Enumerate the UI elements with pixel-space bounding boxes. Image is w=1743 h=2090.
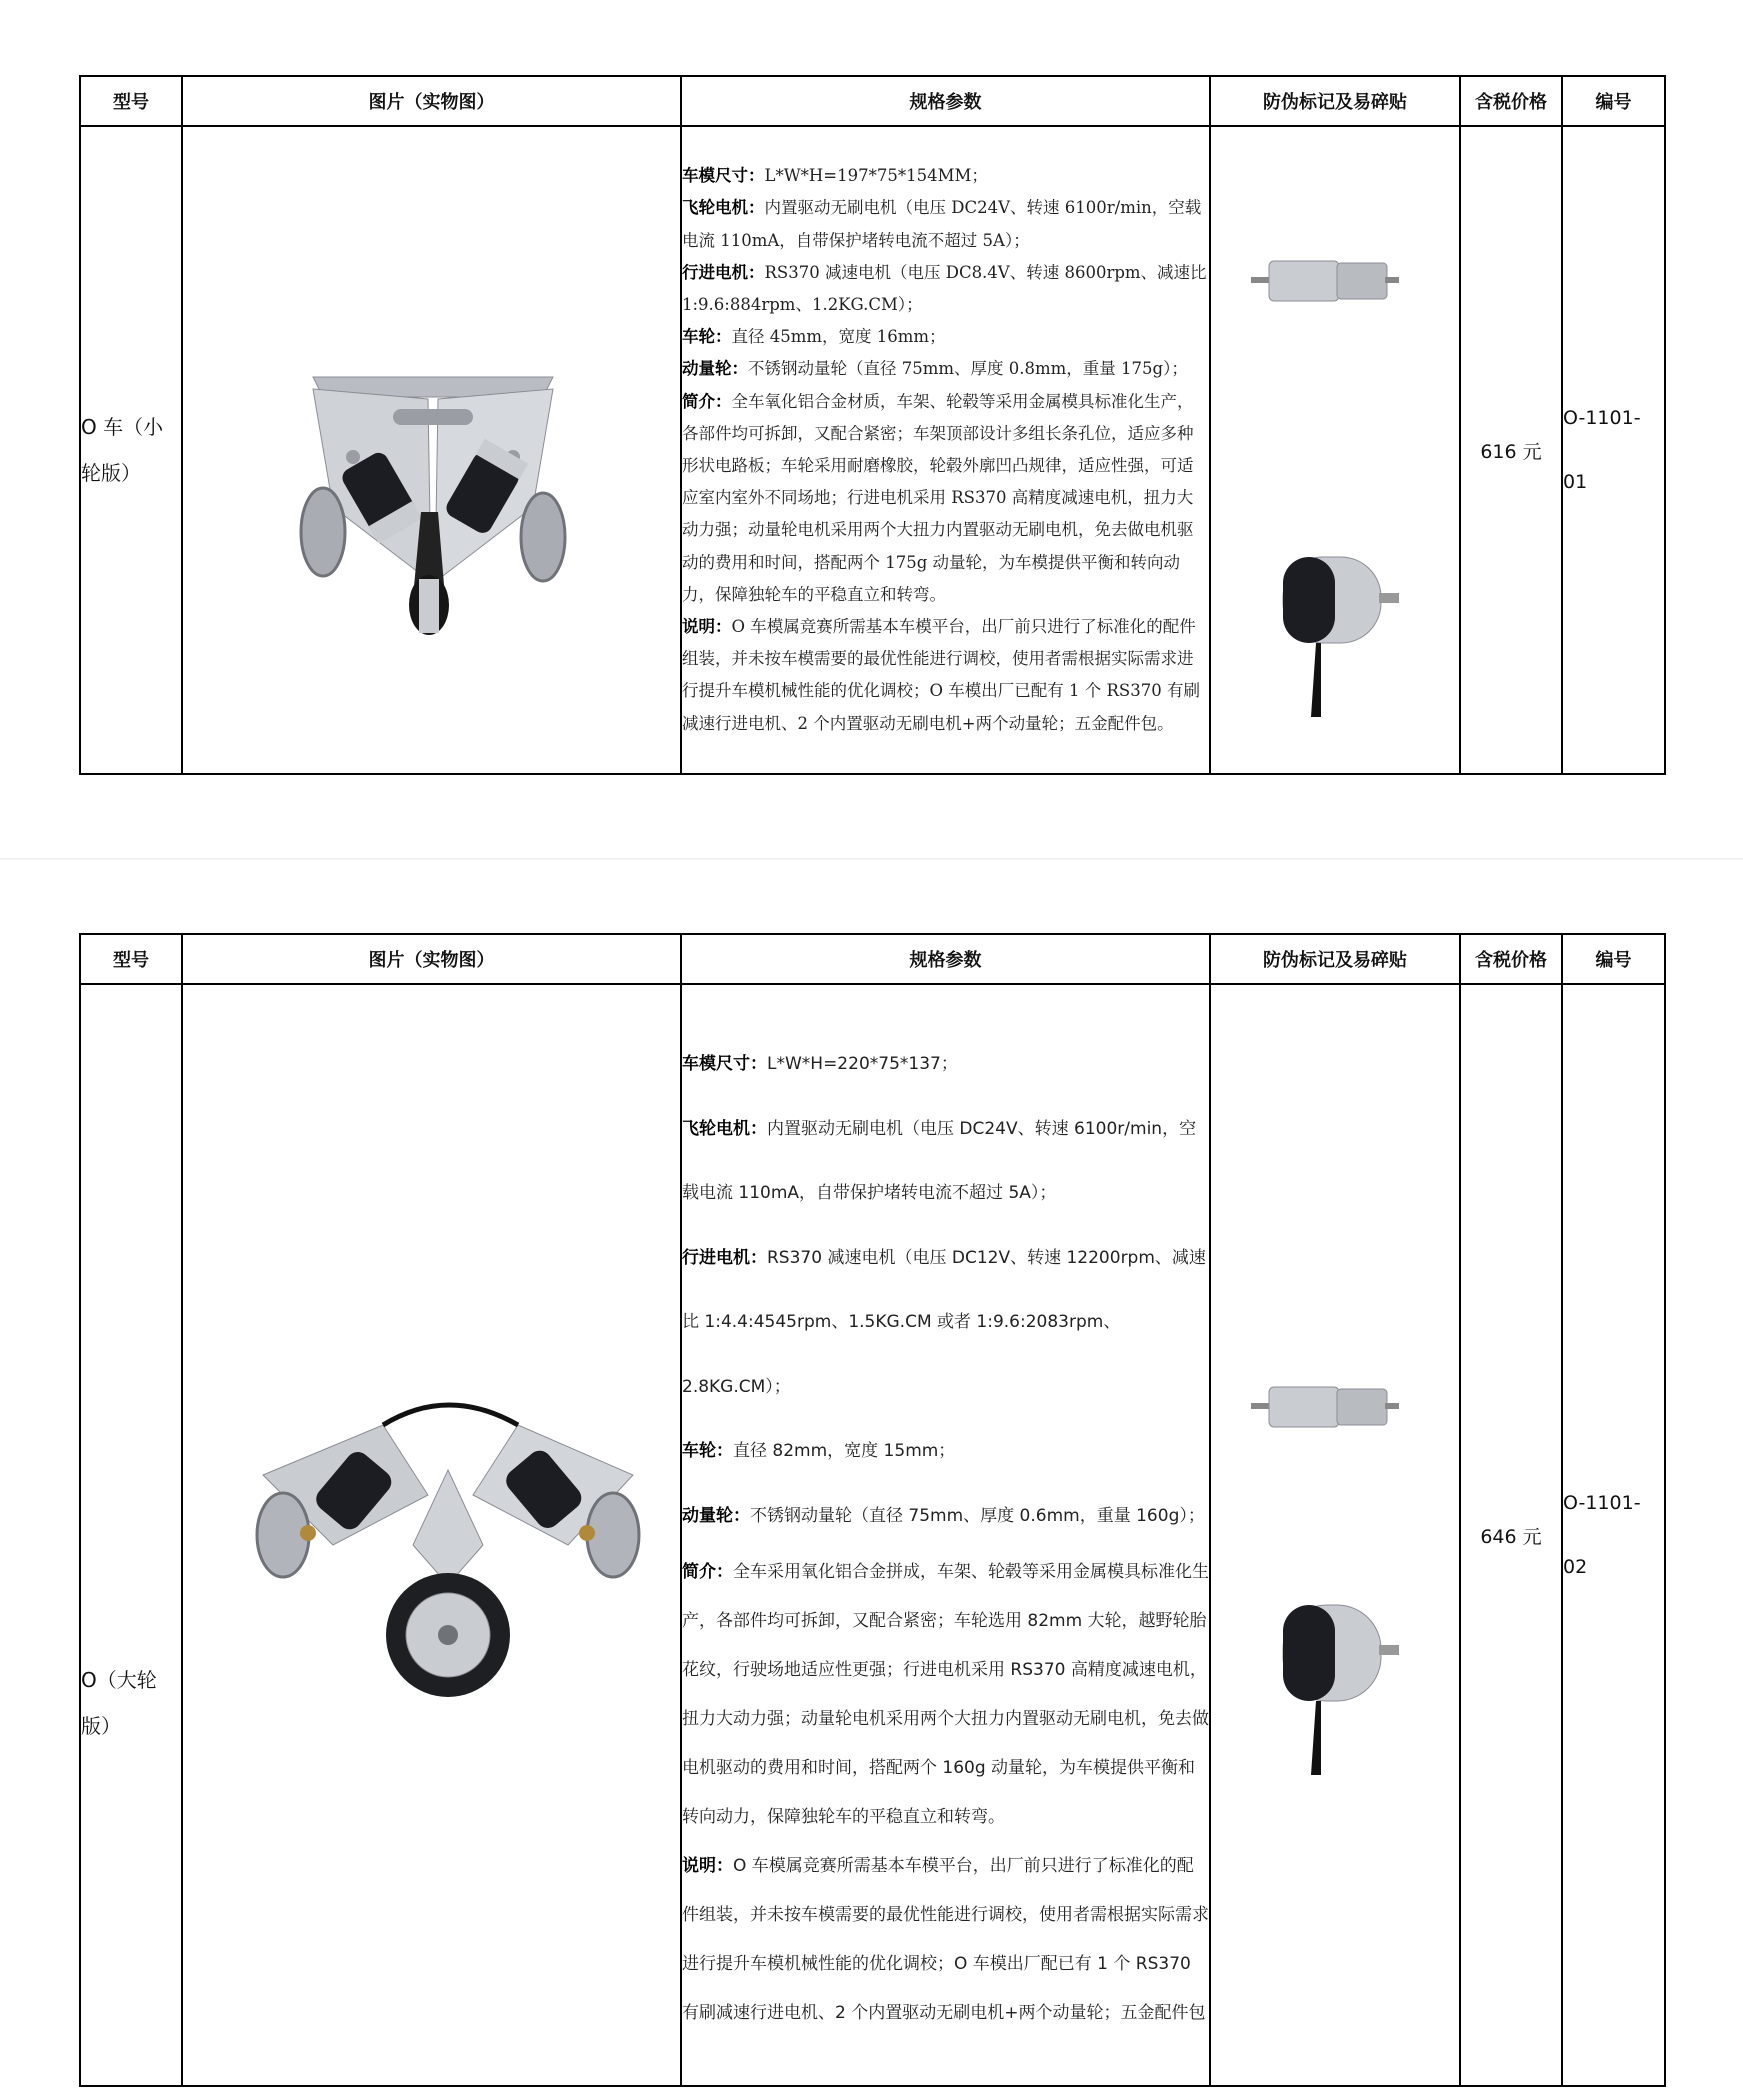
spec-value: 直径 82mm，宽度 15mm； (733, 1441, 956, 1461)
spec-line (682, 1548, 1209, 1842)
spec-label: 车轮： (682, 327, 732, 347)
spec-line (682, 1484, 1209, 1549)
model-name: O（大轮版） (80, 984, 182, 2086)
spec-table-1 (79, 75, 1666, 775)
spec-value: O 车模属竞赛所需基本车模平台，出厂前只进行了标准化的配件组装，并未按车模需要的最优性能进行调校，使用者需根据实际需求进行提升车模机械性能的优化调校；O 车模出厂配已有 1 个 RS370 有刷减速行进电机、2 个内置驱动无刷电机+两个动量轮；五金配件包 (682, 1856, 1209, 2023)
spec-label: 车模尺寸： (682, 1054, 767, 1074)
spec-label: 飞轮电机： (682, 198, 765, 218)
spec-label: 说明： (682, 617, 732, 637)
spec-line (682, 1097, 1209, 1226)
header-code: 编号 (1562, 76, 1665, 126)
spec-value: 不锈钢动量轮（直径 75mm、厚度 0.8mm，重量 175g）； (748, 359, 1188, 379)
spec-value: RS370 减速电机（电压 DC12V、转速 12200rpm、减速比 1:4.4:4545rpm、1.5KG.CM 或者 1:9.6:2083rpm、2.8KG.CM）； (682, 1247, 1206, 1397)
spec-value: L*W*H=197*75*154MM； (764, 166, 988, 186)
spec-value: 全车采用氧化铝合金拼成，车架、轮毂等采用金属模具标准化生产，各部件均可拆卸，又配合紧密；车轮选用 82mm 大轮，越野轮胎花纹，行驶场地适应性更强；行进电机采用 RS370 高精度减速电机，扭力大动力强；动量轮电机采用两个大扭力内置驱动无刷电机，免去做电机驱动的费用和时间，搭配两个 160g 动量轮，为车模提供平衡和转向动力，保障独轮车的平稳直立和转弯。 (682, 1562, 1209, 1827)
header-model: 型号 (80, 76, 182, 126)
spec-label: 动量轮： (682, 359, 748, 379)
spec-line (682, 1842, 1209, 2038)
product-code: O-1101-02 (1562, 984, 1665, 2086)
spec-label: 车轮： (682, 1441, 733, 1461)
spec-value: 内置驱动无刷电机（电压 DC24V、转速 6100r/min，空载电流 110mA，自带保护堵转电流不超过 5A）； (682, 1118, 1197, 1203)
header-specs: 规格参数 (681, 76, 1210, 126)
brushless-motor-icon (1283, 1605, 1399, 1775)
spec-label: 动量轮： (682, 1505, 750, 1526)
spec-line (682, 321, 1209, 353)
anti-counterfeit-cell (1210, 984, 1460, 2086)
spec-label: 飞轮电机： (682, 1118, 767, 1139)
header-model: 型号 (80, 934, 182, 984)
spec-value: RS370 减速电机（电压 DC8.4V、转速 8600rpm、减速比 1:9.6:884rpm、1.2KG.CM）； (682, 262, 1207, 314)
spec-value: 直径 45mm，宽度 16mm； (731, 327, 946, 347)
spec-label: 车模尺寸： (682, 166, 765, 186)
product-image-cell (182, 126, 681, 774)
spec-line (682, 257, 1209, 321)
spec-label: 行进电机： (682, 1247, 767, 1268)
spec-value: 不锈钢动量轮（直径 75mm、厚度 0.6mm，重量 160g）； (750, 1505, 1205, 1526)
price: 616 元 (1460, 126, 1562, 774)
product-row (80, 126, 1665, 774)
header-anti-counterfeit: 防伪标记及易碎贴 (1210, 76, 1460, 126)
price: 646 元 (1460, 984, 1562, 2086)
header-code: 编号 (1562, 934, 1665, 984)
header-row (80, 934, 1665, 984)
brushless-motor-icon (1283, 557, 1399, 717)
spec-label: 说明： (682, 1856, 733, 1876)
spec-value: 内置驱动无刷电机（电压 DC24V、转速 6100r/min，空载电流 110mA，自带保护堵转电流不超过 5A）； (682, 198, 1202, 250)
motor-images (1211, 985, 1461, 2085)
spec-line (682, 160, 1209, 192)
product-code: O-1101-01 (1562, 126, 1665, 774)
spec-label: 简介： (682, 1562, 733, 1582)
spec-line (682, 192, 1209, 256)
car-small-wheel-image (183, 127, 682, 773)
spec-value: 全车氧化铝合金材质，车架、轮毂等采用金属模具标准化生产，各部件均可拆卸，又配合紧密；车架顶部设计多组长条孔位，适应多种形状电路板；车轮采用耐磨橡胶，轮毂外廓凹凸规律，适应性强，可适应室内室外不同场地；行进电机采用 RS370 高精度减速电机，扭力大动力强；动量轮电机采用两个大扭力内置驱动无刷电机，免去做电机驱动的费用和时间，搭配两个 175g 动量轮，为车模提供平衡和转向动力，保障独轮车的平稳直立和转弯。 (682, 391, 1194, 604)
header-price: 含税价格 (1460, 76, 1562, 126)
spec-table-2 (79, 933, 1666, 2087)
spec-line (682, 386, 1209, 611)
product-row (80, 984, 1665, 2086)
header-row (80, 76, 1665, 126)
spec-value: O 车模属竞赛所需基本车模平台，出厂前只进行了标准化的配件组装，并未按车模需要的最优性能进行调校，使用者需根据实际需求进行提升车模机械性能的优化调校；O 车模出厂已配有 1 个 RS370 有刷减速行进电机、2 个内置驱动无刷电机+两个动量轮；五金配件包。 (682, 617, 1200, 733)
model-name: O 车（小轮版） (80, 126, 182, 774)
header-image: 图片（实物图） (182, 76, 681, 126)
header-anti-counterfeit: 防伪标记及易碎贴 (1210, 934, 1460, 984)
spec-label: 行进电机： (682, 262, 765, 282)
page-2 (0, 860, 1743, 2090)
header-image: 图片（实物图） (182, 934, 681, 984)
header-specs: 规格参数 (681, 934, 1210, 984)
spec-line (682, 1419, 1209, 1484)
header-price: 含税价格 (1460, 934, 1562, 984)
spec-line (682, 1032, 1209, 1097)
spec-line (682, 1226, 1209, 1420)
spec-line (682, 611, 1209, 740)
gear-motor-icon (1251, 261, 1399, 301)
product-image-cell (182, 984, 681, 2086)
gear-motor-icon (1251, 1387, 1399, 1427)
spec-label: 简介： (682, 391, 732, 411)
motor-images (1211, 127, 1461, 773)
spec-value: L*W*H=220*75*137； (767, 1054, 958, 1074)
spec-line (682, 353, 1209, 385)
page-1 (0, 0, 1743, 858)
spec-text-cell (681, 126, 1210, 774)
car-large-wheel-image (183, 985, 682, 2085)
anti-counterfeit-cell (1210, 126, 1460, 774)
spec-text-cell (681, 984, 1210, 2086)
